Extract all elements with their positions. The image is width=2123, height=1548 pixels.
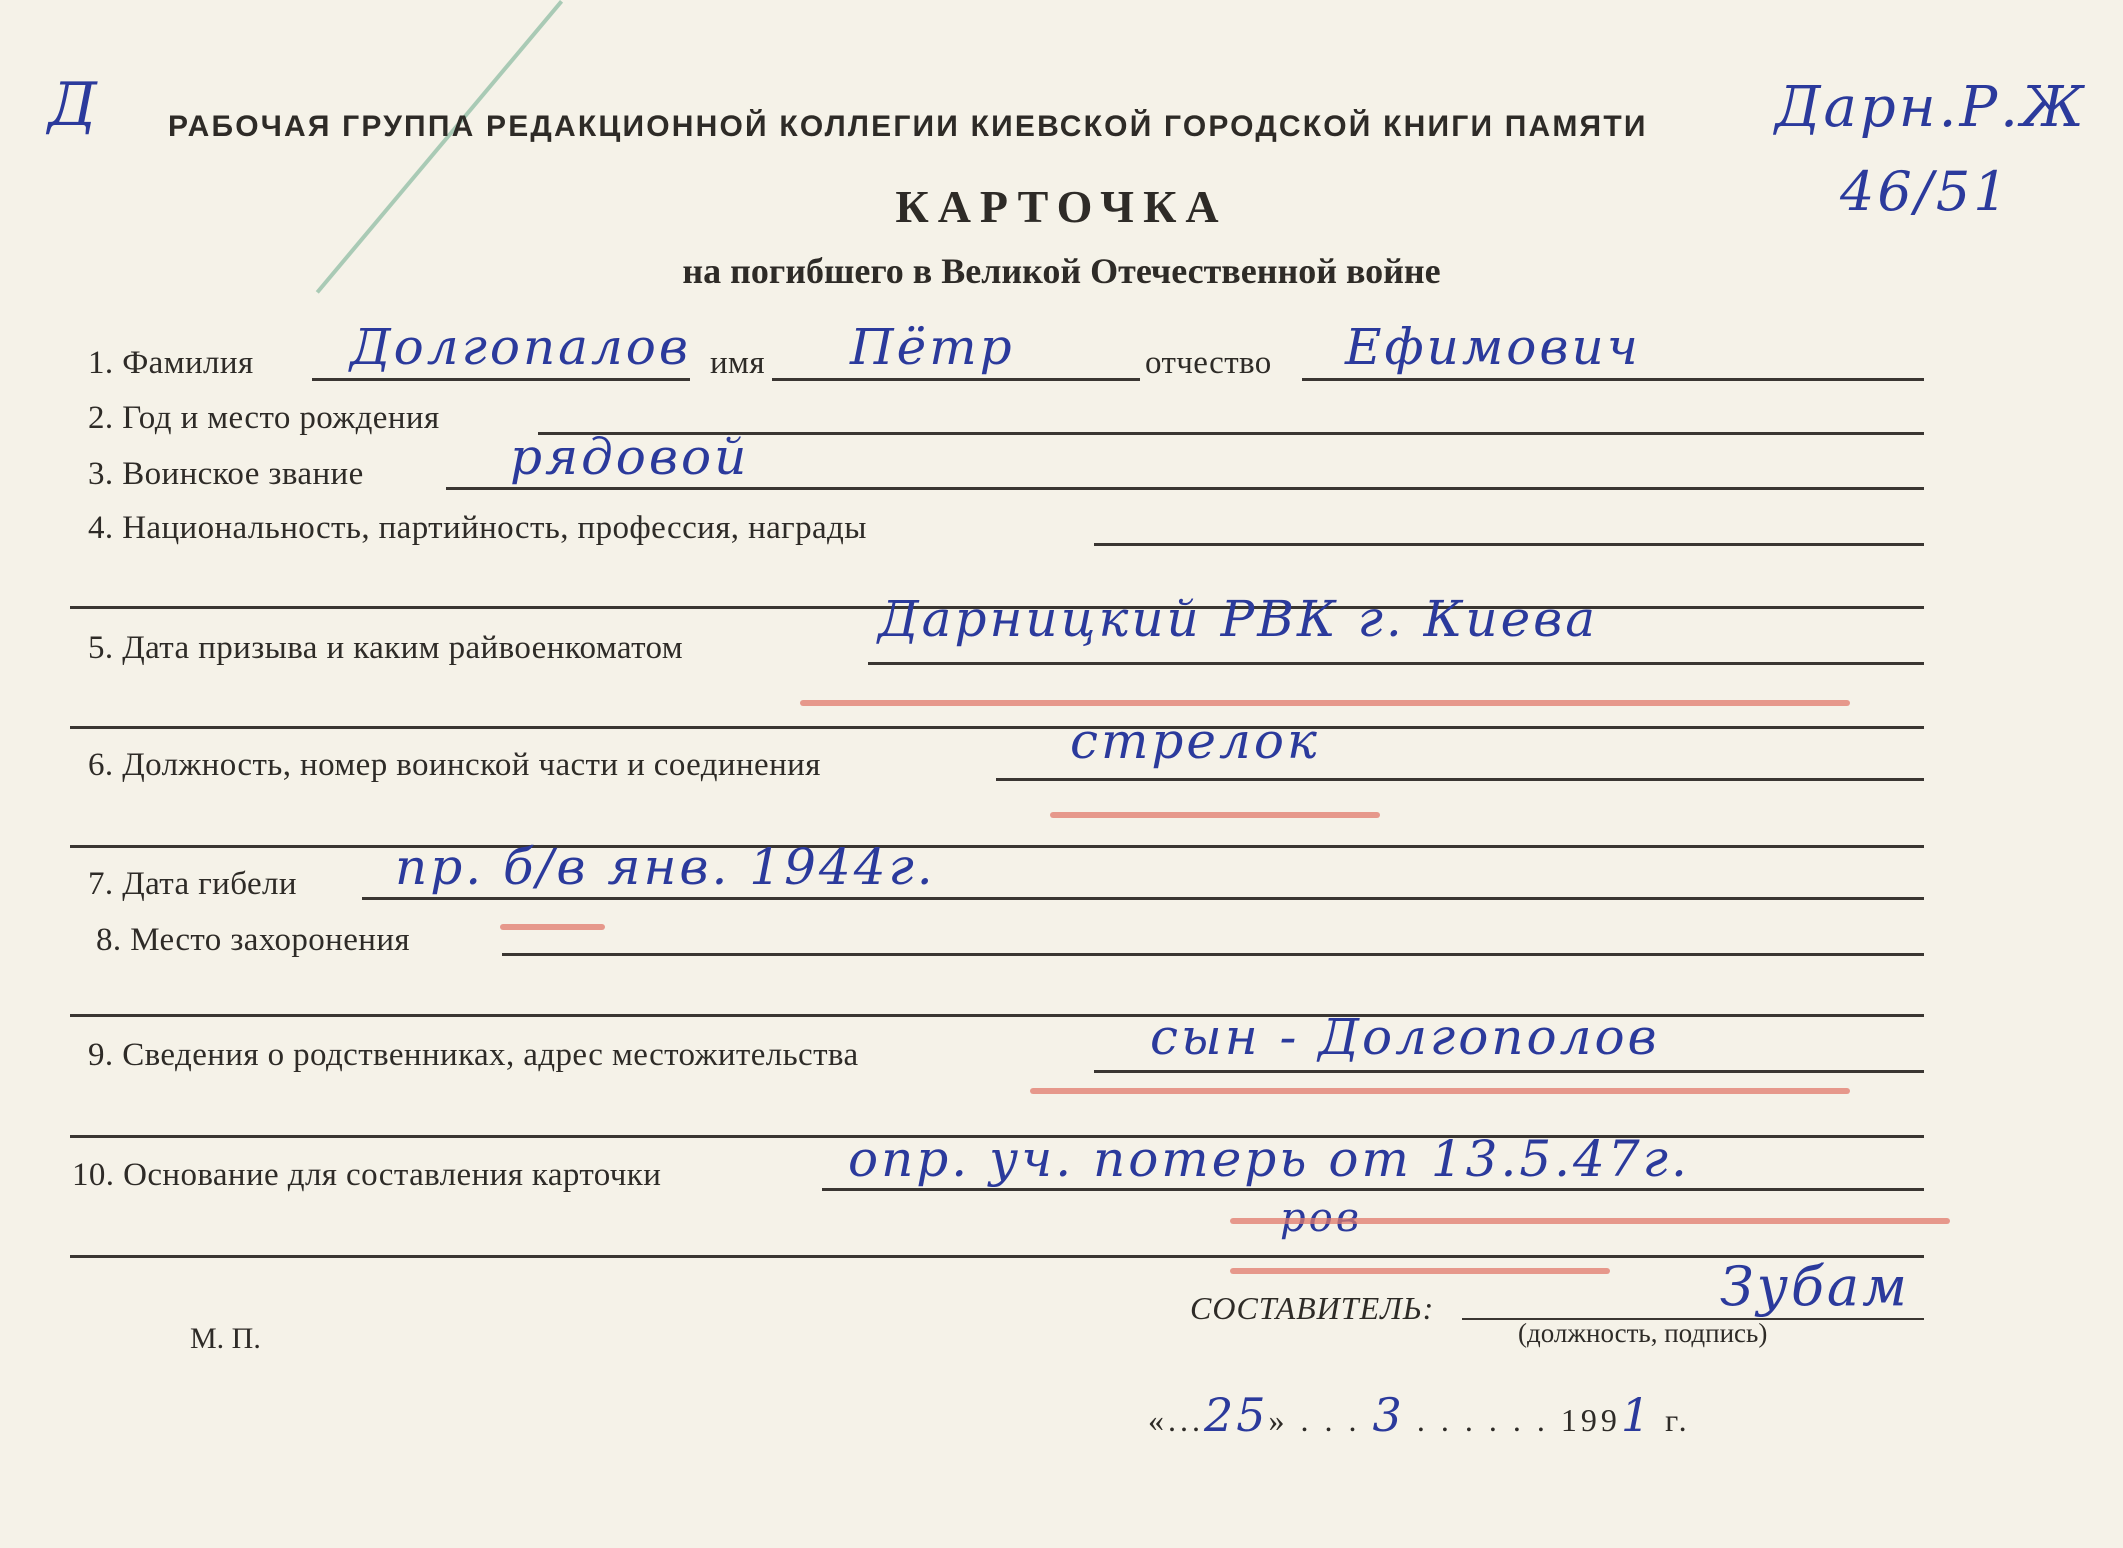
red-pencil-mark-position (1050, 812, 1380, 818)
date-line: «...25» . . . 3 . . . . . . 1991 г. (1148, 1388, 1691, 1442)
field-position-label: 6. Должность, номер воинской части и соединения (88, 747, 821, 783)
year-prefix: 199 (1560, 1402, 1621, 1438)
field-draft-line (868, 662, 1924, 665)
value-signature: Зубам (1720, 1255, 1910, 1318)
value-name: Пётр (850, 318, 1015, 376)
value-basis: опр. уч. потерь от 13.5.47г. (848, 1130, 1690, 1188)
field-surname-line (312, 378, 690, 381)
field-burial-label: 8. Место захоронения (96, 922, 410, 958)
value-position: стрелок (1070, 712, 1320, 770)
field-draft-label: 5. Дата призыва и каким райвоенкоматом (88, 630, 684, 666)
field-position-line-2 (70, 845, 1924, 848)
red-pencil-mark-basis-2 (1230, 1268, 1610, 1274)
value-year-digit: 1 (1620, 1388, 1654, 1442)
field-basis-line (822, 1188, 1924, 1191)
value-date-day: 25 (1204, 1388, 1269, 1442)
corner-mark-right-top: Дарн.Р.Ж (1775, 75, 2087, 140)
red-pencil-mark-relatives (1030, 1088, 1850, 1094)
field-relatives-label: 9. Сведения о родственниках, адрес местожительства (88, 1037, 859, 1073)
field-birth-label: 2. Год и место рождения (88, 400, 440, 436)
composer-label: СОСТАВИТЕЛЬ: (1190, 1290, 1435, 1326)
date-open-quote: « (1148, 1402, 1168, 1438)
field-relatives-line (1094, 1070, 1924, 1073)
field-surname-label: 1. Фамилия (88, 345, 254, 381)
red-pencil-mark-draft (800, 700, 1850, 706)
value-draft: Дарницкий РВК г. Киева (878, 590, 1599, 648)
value-patronymic: Ефимович (1345, 318, 1641, 376)
field-rank-line (446, 487, 1924, 490)
value-rank: рядовой (510, 428, 750, 486)
red-pencil-mark-basis (1230, 1218, 1950, 1224)
field-patronymic-label: отчество (1145, 345, 1272, 381)
field-patronymic-line (1302, 378, 1924, 381)
stamp-place-label: М. П. (190, 1322, 261, 1355)
field-draft-line-2 (70, 726, 1924, 729)
date-close-quote: » (1268, 1402, 1289, 1438)
field-burial-line (502, 953, 1924, 956)
field-position-line (996, 778, 1924, 781)
corner-mark-right-bottom: 46/51 (1840, 160, 2011, 223)
card-title: КАРТОЧКА (895, 181, 1228, 232)
value-relatives: сын - Долгополов (1150, 1008, 1660, 1066)
field-death-date-line (362, 897, 1924, 900)
value-date-month: 3 (1372, 1388, 1405, 1442)
field-basis-label: 10. Основание для составления карточки (72, 1157, 662, 1193)
field-death-date-label: 7. Дата гибели (88, 866, 297, 902)
organization-header: РАБОЧАЯ ГРУППА РЕДАКЦИОННОЙ КОЛЛЕГИИ КИЕВСКОЙ ГОРОДСКОЙ КНИГИ ПАМЯТИ (168, 110, 1648, 143)
field-name-label: имя (710, 345, 765, 381)
card-subtitle: на погибшего в Великой Отечественной войне (682, 251, 1441, 291)
field-nationality-label: 4. Национальность, партийность, профессия, награды (88, 510, 867, 546)
value-surname: Долгопалов (350, 318, 692, 376)
value-death-date: пр. б/в янв. 1944г. (395, 838, 936, 896)
red-pencil-mark-burial (500, 924, 605, 930)
composer-caption: (должность, подпись) (1518, 1318, 1768, 1348)
field-rank-label: 3. Воинское звание (88, 456, 364, 492)
corner-mark-left: Д (48, 70, 100, 140)
year-suffix: г. (1665, 1402, 1691, 1438)
field-nationality-line (1094, 543, 1924, 546)
field-name-line (772, 378, 1140, 381)
field-basis-line-2 (70, 1255, 1924, 1258)
